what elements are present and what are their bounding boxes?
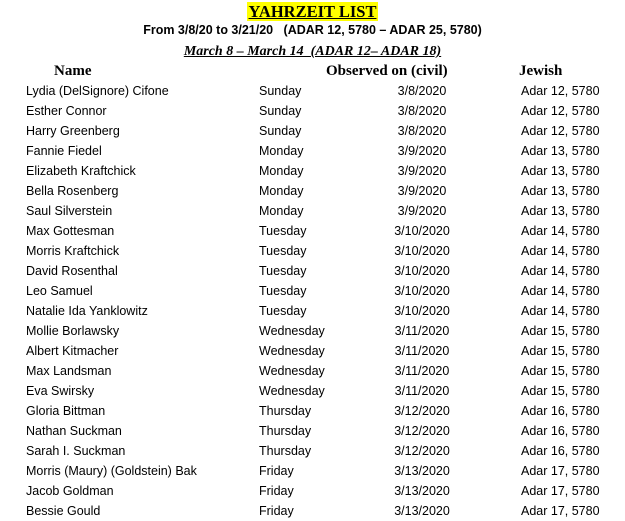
- cell-civil-date: 3/10/2020: [394, 244, 450, 258]
- cell-civil-date: 3/11/2020: [394, 344, 450, 358]
- cell-name: Natalie Ida Yanklowitz: [26, 304, 148, 318]
- document-title: YAHRZEIT LIST: [248, 2, 377, 21]
- cell-civil-date: 3/11/2020: [394, 324, 450, 338]
- table-row: [0, 161, 625, 181]
- cell-weekday: Friday: [259, 484, 294, 498]
- cell-weekday: Monday: [259, 164, 304, 178]
- table-row: [0, 341, 625, 361]
- table-row: [0, 281, 625, 301]
- cell-jewish-date: Adar 13, 5780: [521, 164, 600, 178]
- table-row: [0, 181, 625, 201]
- cell-civil-date: 3/13/2020: [394, 504, 450, 518]
- cell-jewish-date: Adar 15, 5780: [521, 344, 600, 358]
- cell-civil-date: 3/13/2020: [394, 464, 450, 478]
- table-row: [0, 141, 625, 161]
- table-row: [0, 201, 625, 221]
- cell-jewish-date: Adar 13, 5780: [521, 184, 600, 198]
- cell-civil-date: 3/9/2020: [397, 204, 447, 218]
- cell-civil-date: 3/13/2020: [394, 484, 450, 498]
- cell-name: Leo Samuel: [26, 284, 93, 298]
- cell-jewish-date: Adar 14, 5780: [521, 264, 600, 278]
- cell-civil-date: 3/9/2020: [397, 184, 447, 198]
- cell-jewish-date: Adar 14, 5780: [521, 304, 600, 318]
- cell-name: Harry Greenberg: [26, 124, 120, 138]
- cell-civil-date: 3/12/2020: [394, 404, 450, 418]
- cell-weekday: Tuesday: [259, 304, 307, 318]
- cell-jewish-date: Adar 14, 5780: [521, 244, 600, 258]
- table-row: [0, 361, 625, 381]
- cell-civil-date: 3/12/2020: [394, 424, 450, 438]
- cell-civil-date: 3/10/2020: [394, 264, 450, 278]
- cell-weekday: Sunday: [259, 84, 302, 98]
- column-header-jewish: Jewish: [519, 63, 563, 79]
- cell-name: Eva Swirsky: [26, 384, 95, 398]
- table-row: [0, 101, 625, 121]
- cell-jewish-date: Adar 14, 5780: [521, 284, 600, 298]
- cell-jewish-date: Adar 15, 5780: [521, 324, 600, 338]
- cell-jewish-date: Adar 13, 5780: [521, 204, 600, 218]
- table-row: [0, 301, 625, 321]
- cell-weekday: Monday: [259, 144, 304, 158]
- cell-name: Morris (Maury) (Goldstein) Bak: [26, 464, 197, 478]
- cell-civil-date: 3/8/2020: [397, 124, 447, 138]
- cell-weekday: Sunday: [259, 124, 302, 138]
- cell-civil-date: 3/9/2020: [397, 164, 447, 178]
- cell-weekday: Sunday: [259, 104, 302, 118]
- cell-civil-date: 3/11/2020: [394, 384, 450, 398]
- table-header: [0, 61, 625, 81]
- cell-weekday: Thursday: [259, 424, 312, 438]
- table-row: [0, 401, 625, 421]
- cell-name: Sarah I. Suckman: [26, 444, 126, 458]
- cell-jewish-date: Adar 13, 5780: [521, 144, 600, 158]
- cell-weekday: Monday: [259, 184, 304, 198]
- table-row: [0, 421, 625, 441]
- cell-jewish-date: Adar 16, 5780: [521, 404, 600, 418]
- cell-civil-date: 3/8/2020: [397, 84, 447, 98]
- cell-civil-date: 3/11/2020: [394, 364, 450, 378]
- cell-name: Albert Kitmacher: [26, 344, 119, 358]
- column-header-name: Name: [54, 63, 92, 79]
- date-range-subtitle: From 3/8/20 to 3/21/20 (ADAR 12, 5780 – ADAR 25, 5780): [143, 23, 482, 37]
- cell-name: Bella Rosenberg: [26, 184, 119, 198]
- table-row: [0, 501, 625, 521]
- cell-weekday: Friday: [259, 464, 294, 478]
- table-row: [0, 81, 625, 101]
- cell-name: Max Landsman: [26, 364, 112, 378]
- cell-name: Gloria Bittman: [26, 404, 106, 418]
- cell-weekday: Tuesday: [259, 224, 307, 238]
- table-row: [0, 381, 625, 401]
- table-row: [0, 461, 625, 481]
- cell-weekday: Monday: [259, 204, 304, 218]
- cell-jewish-date: Adar 17, 5780: [521, 464, 600, 478]
- cell-jewish-date: Adar 16, 5780: [521, 424, 600, 438]
- cell-weekday: Thursday: [259, 444, 312, 458]
- cell-name: Nathan Suckman: [26, 424, 122, 438]
- week-heading: March 8 – March 14 (ADAR 12– ADAR 18): [183, 44, 442, 59]
- column-header-observed: Observed on (civil): [326, 63, 448, 79]
- cell-jewish-date: Adar 15, 5780: [521, 384, 600, 398]
- cell-jewish-date: Adar 12, 5780: [521, 84, 600, 98]
- table-row: [0, 261, 625, 281]
- cell-weekday: Thursday: [259, 404, 312, 418]
- cell-weekday: Wednesday: [259, 324, 325, 338]
- cell-name: David Rosenthal: [26, 264, 118, 278]
- cell-name: Morris Kraftchick: [26, 244, 120, 258]
- cell-name: Max Gottesman: [26, 224, 115, 238]
- table-row: [0, 121, 625, 141]
- cell-weekday: Wednesday: [259, 384, 325, 398]
- cell-name: Esther Connor: [26, 104, 107, 118]
- cell-weekday: Friday: [259, 504, 294, 518]
- cell-jewish-date: Adar 16, 5780: [521, 444, 600, 458]
- cell-jewish-date: Adar 14, 5780: [521, 224, 600, 238]
- cell-weekday: Tuesday: [259, 244, 307, 258]
- cell-jewish-date: Adar 17, 5780: [521, 484, 600, 498]
- cell-weekday: Wednesday: [259, 344, 325, 358]
- cell-name: Jacob Goldman: [26, 484, 114, 498]
- cell-civil-date: 3/10/2020: [394, 304, 450, 318]
- cell-civil-date: 3/12/2020: [394, 444, 450, 458]
- cell-jewish-date: Adar 12, 5780: [521, 104, 600, 118]
- cell-weekday: Wednesday: [259, 364, 325, 378]
- table-row: [0, 321, 625, 341]
- table-row: [0, 441, 625, 461]
- cell-jewish-date: Adar 15, 5780: [521, 364, 600, 378]
- cell-civil-date: 3/10/2020: [394, 284, 450, 298]
- cell-name: Fannie Fiedel: [26, 144, 102, 158]
- cell-jewish-date: Adar 17, 5780: [521, 504, 600, 518]
- table-row: [0, 221, 625, 241]
- cell-civil-date: 3/8/2020: [397, 104, 447, 118]
- cell-name: Saul Silverstein: [26, 204, 113, 218]
- title-container: [0, 2, 625, 22]
- yahrzeit-table: [0, 81, 625, 521]
- cell-name: Bessie Gould: [26, 504, 101, 518]
- cell-weekday: Tuesday: [259, 264, 307, 278]
- table-row: [0, 481, 625, 501]
- cell-name: Mollie Borlawsky: [26, 324, 120, 338]
- cell-jewish-date: Adar 12, 5780: [521, 124, 600, 138]
- cell-name: Elizabeth Kraftchick: [26, 164, 136, 178]
- cell-civil-date: 3/10/2020: [394, 224, 450, 238]
- cell-civil-date: 3/9/2020: [397, 144, 447, 158]
- cell-name: Lydia (DelSignore) Cifone: [26, 84, 169, 98]
- cell-weekday: Tuesday: [259, 284, 307, 298]
- table-row: [0, 241, 625, 261]
